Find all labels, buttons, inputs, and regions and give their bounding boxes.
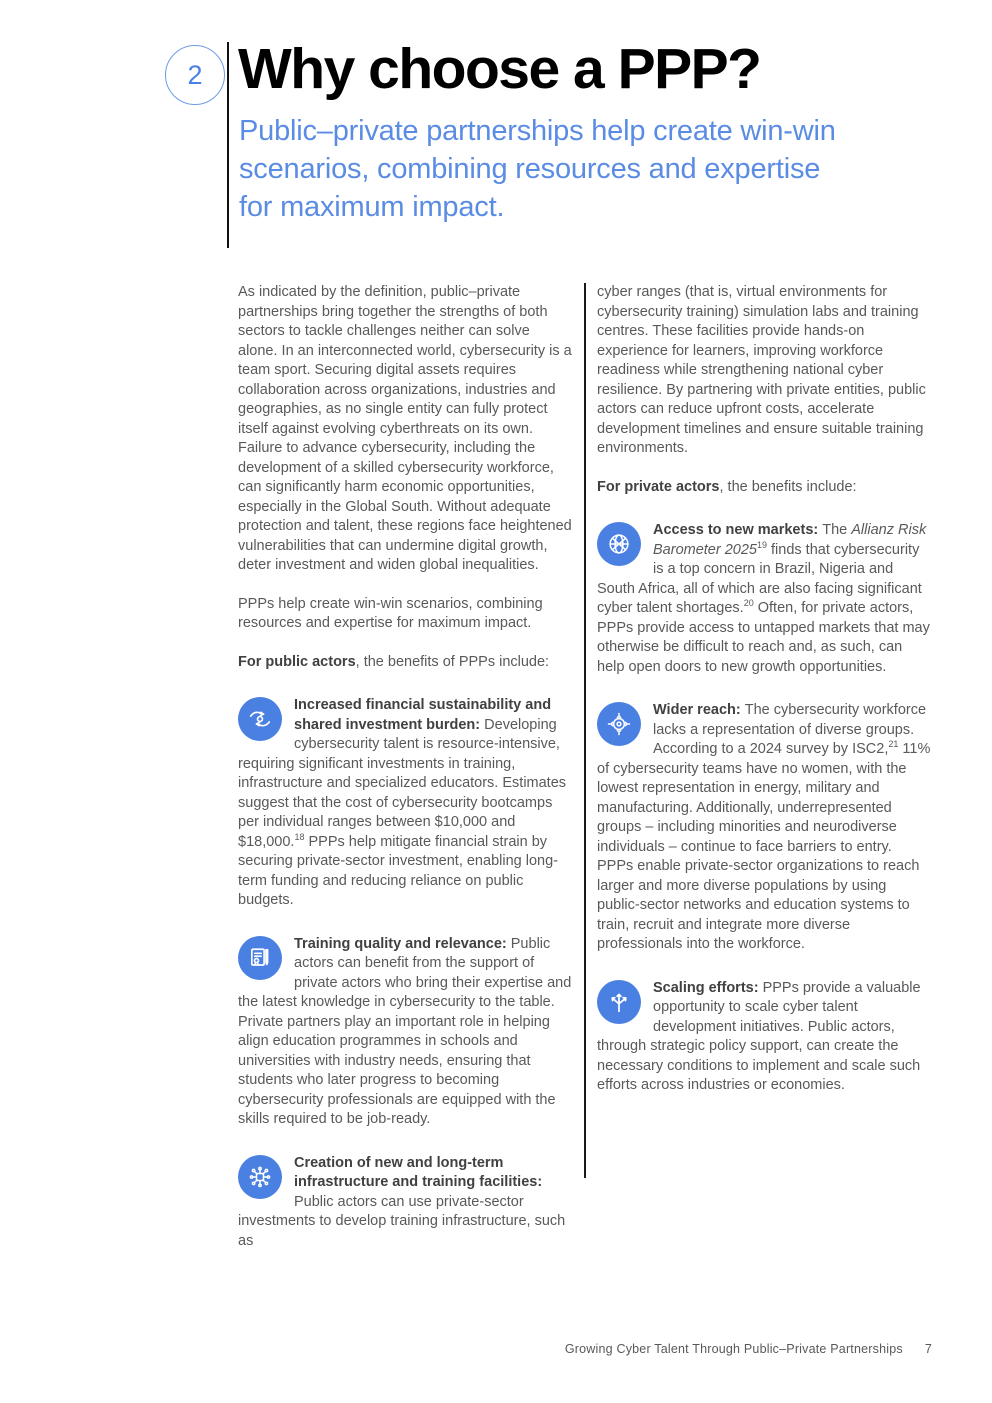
benefit-item-text: Scaling efforts: PPPs provide a valuable opportunity to scale cyber talent development initiatives. Public actors, through strategic policy support, can create the necessary conditions to implement and scale such efforts across industries or economies. — [597, 979, 921, 1093]
benefit-item-training-quality — [238, 935, 572, 1130]
hands-exchange-icon — [238, 697, 282, 741]
certificate-icon — [238, 936, 282, 980]
benefit-item-financial-sustainability — [238, 696, 572, 911]
benefit-item-text: Increased financial sustainability and shared investment burden: Developing cybersecurity talent is resource-intensive, requiring significant investments in training, infrastructure and specialized educators. Estimates suggest that the cost of cybersecurity bootcamps per individual ranges between $10,000 and $18,000.18 PPPs help mitigate financial strain by securing private-sector investment, enabling long-term funding and reducing reliance on public budgets. — [238, 697, 567, 908]
section-number: 2 — [187, 59, 203, 90]
globe-network-icon — [597, 522, 641, 566]
footer-page-number: 7 — [924, 1342, 932, 1356]
right-column — [597, 283, 931, 1115]
benefit-item-text: Wider reach: The cybersecurity workforce lacks a representation of diverse groups. According to a 2024 survey by ISC2,21 11% of cybersecurity teams have no women, with the lowest representation in energy, military and manufacturing. Additionally, underrepresented groups – including minorities and neurodiverse individuals – continue to face barriers to entry. PPPs enable private-sector organizations to reach larger and more diverse populations by using public-sector networks and education systems to train, recruit and integrate more diverse professionals into the workforce. — [597, 702, 931, 952]
benefit-item-text: Training quality and relevance: Public actors can benefit from the support of private actors who bring their expertise and the latest knowledge in cybersecurity to the table. Private partners play an important role in helping align education programmes in schools and universities with industry needs, ensuring that students who later progress to becoming cybersecurity professionals are equipped with the skills required to be job-ready. — [238, 935, 572, 1127]
page-subtitle: Public–private partnerships help create win-win scenarios, combining resources and expertise for maximum impact. — [239, 115, 836, 223]
column-divider — [584, 283, 586, 1178]
network-hub-icon — [238, 1155, 282, 1199]
continuation-paragraph: cyber ranges (that is, virtual environments for cybersecurity training) simulation labs and training centres. These facilities provide hands-on experience for learners, improving workforce readiness while strengthening national cyber resilience. By partnering with private entities, public actors can reduce upfront costs, accelerate development timelines and ensure suitable training environments. — [597, 284, 926, 456]
benefit-item-text: Creation of new and long-term infrastructure and training facilities: Public actors can use private-sector investments to develop training infrastructure, such as — [238, 1154, 566, 1249]
public-actors-lead: For public actors, the benefits of PPPs include: — [238, 653, 550, 670]
page-title: Why choose a PPP? — [238, 37, 761, 101]
benefit-item-scaling-efforts — [597, 979, 931, 1096]
benefit-item-new-markets — [597, 521, 931, 677]
section-number-badge — [165, 45, 225, 105]
benefit-item-wider-reach — [597, 701, 931, 955]
footer-report-title: Growing Cyber Talent Through Public–Private Partnerships — [564, 1342, 903, 1356]
impact-paragraph: PPPs help create win-win scenarios, combining resources and expertise for maximum impact. — [238, 595, 543, 631]
private-actors-lead: For private actors, the benefits include: — [597, 478, 857, 495]
header-divider — [227, 42, 229, 248]
intro-paragraph: As indicated by the definition, public–private partnerships bring together the strengths of both sectors to tackle challenges neither can solve alone. In an interconnected world, cybersecurity is a team sport. Securing digital assets requires collaboration across organizations, industries and geographies, as no single entity can fully protect itself against evolving cyberthreats on its own. Failure to advance cybersecurity, including the development of a skilled cybersecurity workforce, can significantly harm economic opportunities, especially in the Global South. Without adequate protection and talent, these regions face heightened vulnerabilities that can undermine digital growth, deter investment and widen global inequalities. — [238, 284, 572, 573]
left-column — [238, 283, 572, 1270]
wider-reach-icon — [597, 702, 641, 746]
page-footer — [0, 1342, 932, 1356]
benefit-item-text: Access to new markets: The Allianz Risk Barometer 2025$^{19}$ finds that cybersecurity is a top concern in Brazil, Nigeria and South Africa, all of which are also facing significant cyber talent shortages.$^{20}$ Often, for private actors, PPPs provide access to untapped markets that may otherwise be difficult to reach and, as such, can help open doors to new growth opportunities. — [597, 522, 930, 675]
benefit-item-infrastructure — [238, 1154, 572, 1252]
branching-arrows-icon — [597, 980, 641, 1024]
